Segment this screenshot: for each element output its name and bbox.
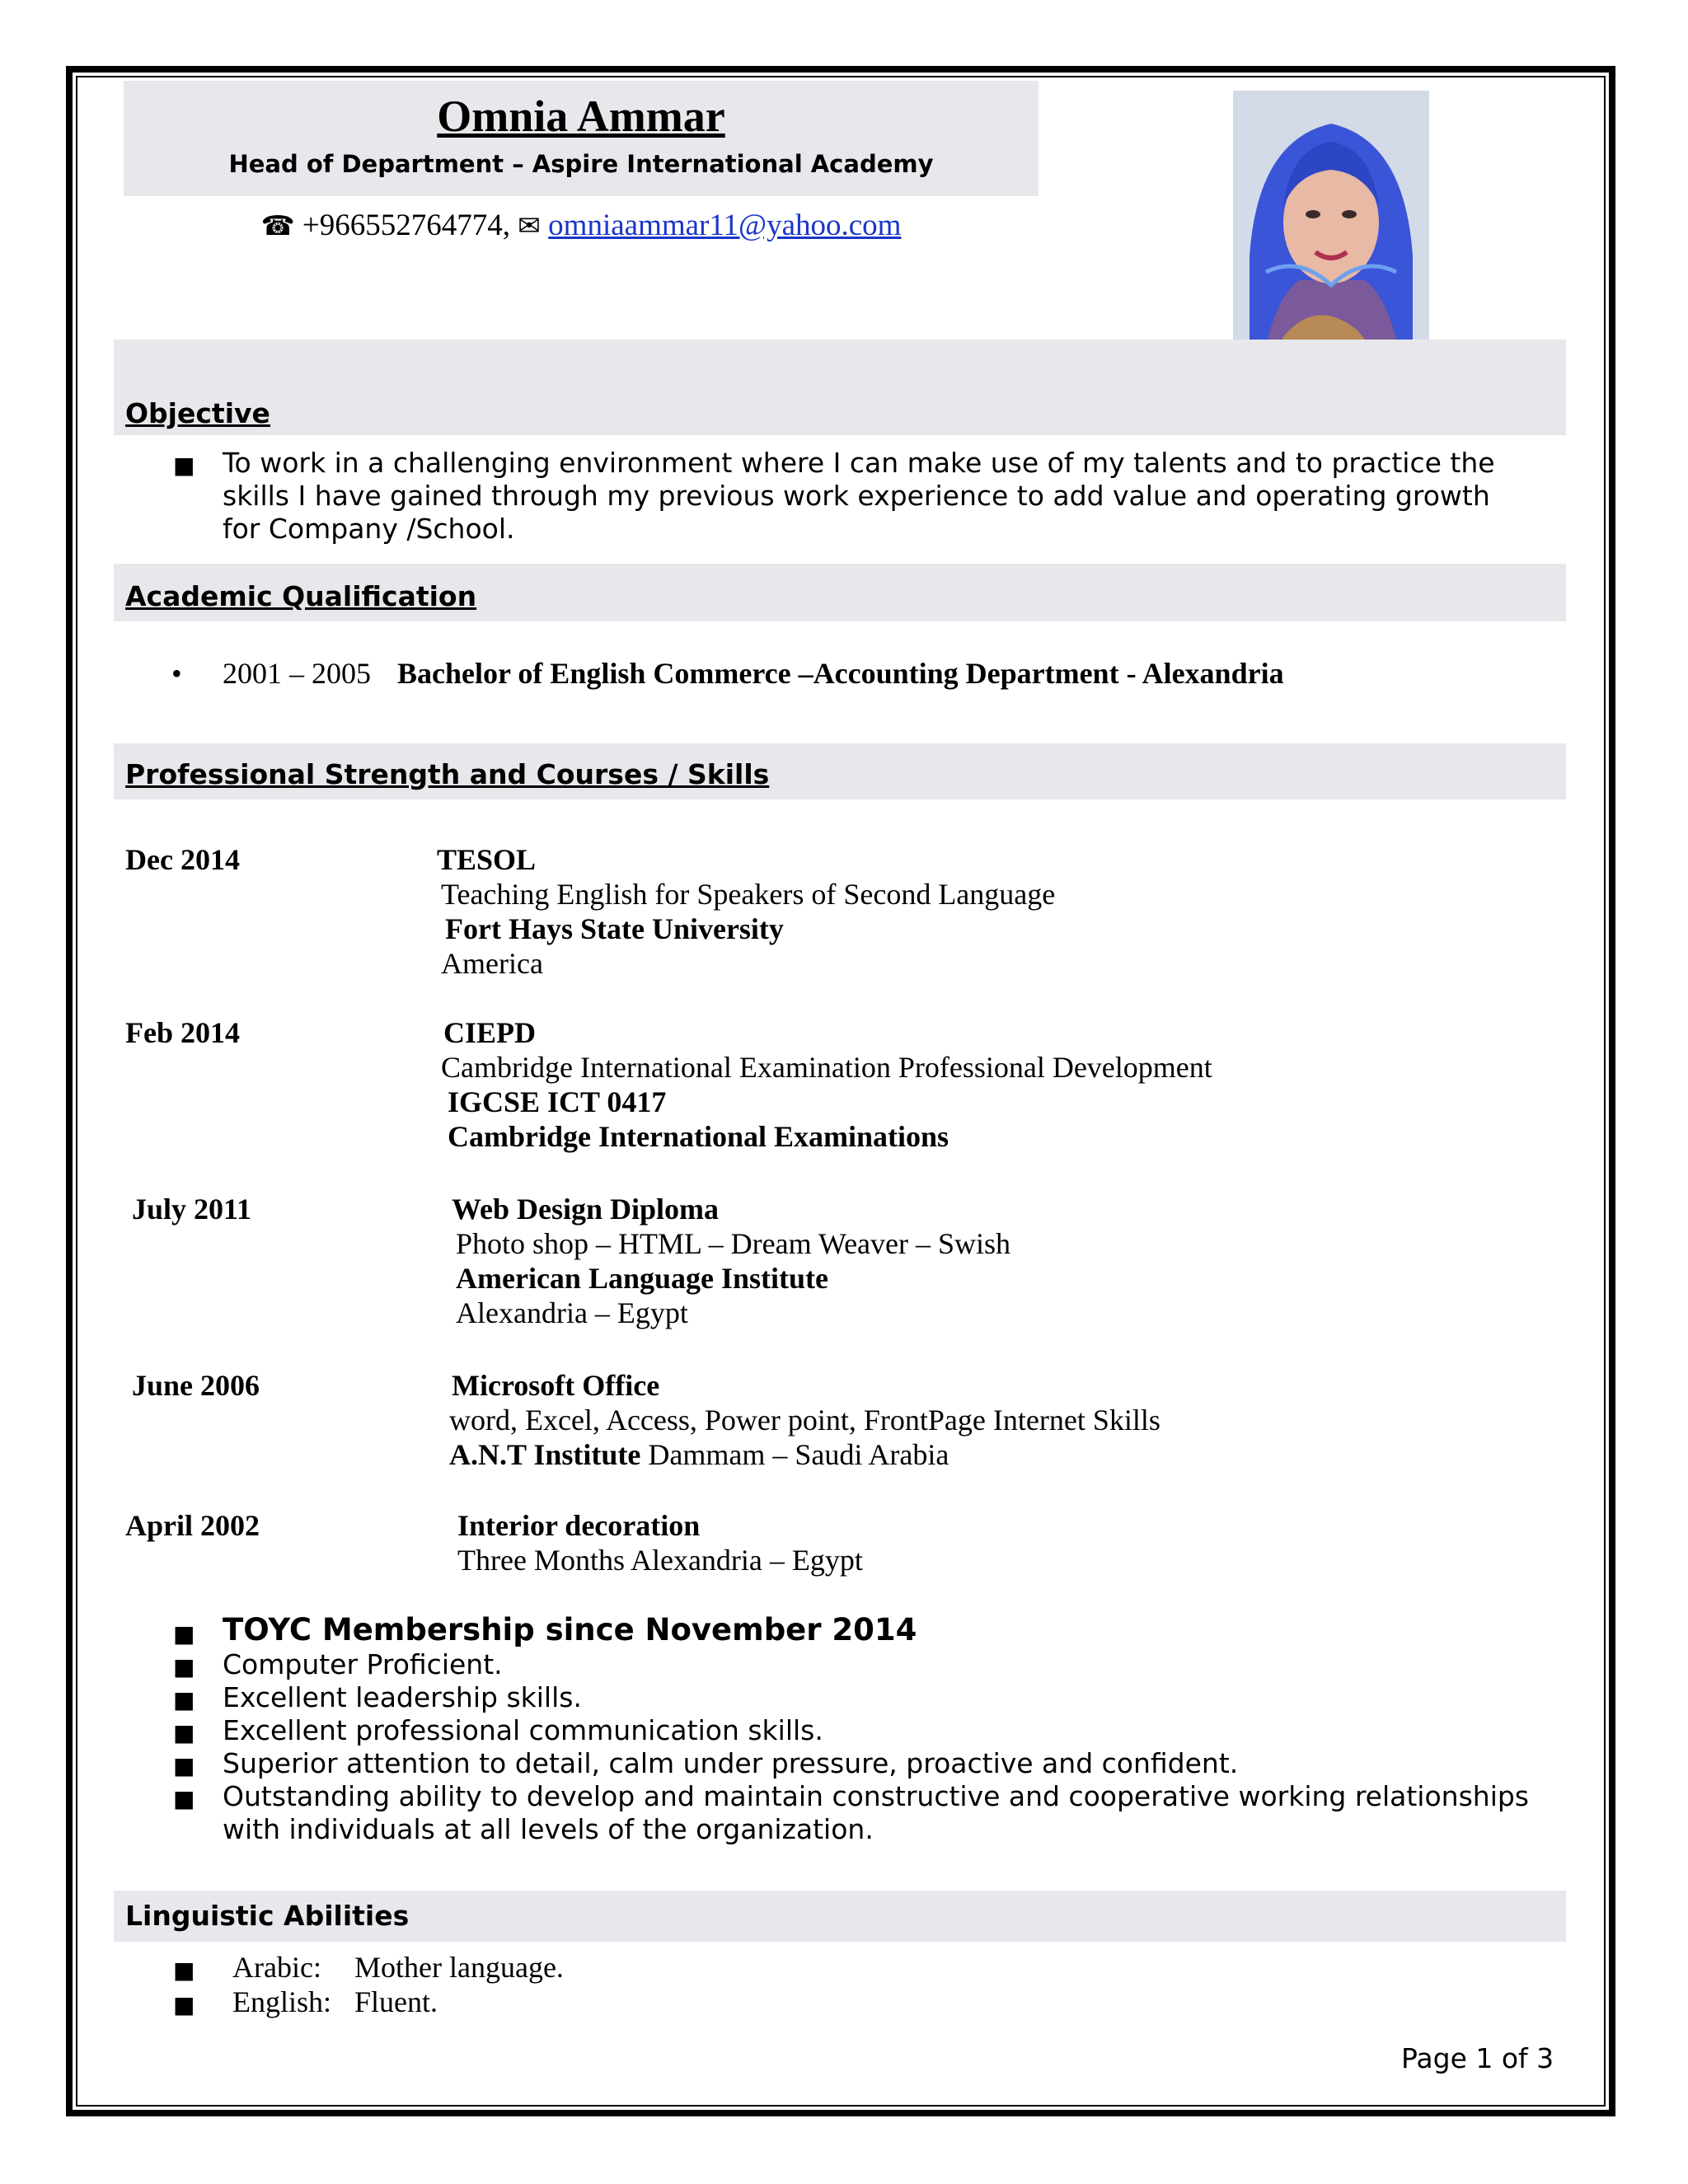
course-location: America bbox=[441, 947, 543, 980]
course-title: TESOL bbox=[437, 843, 537, 876]
course-description: Cambridge International Examination Professional Development bbox=[441, 1051, 1212, 1084]
page-number: Page 1 of 3 bbox=[1401, 2042, 1554, 2074]
professional-heading: Professional Strength and Courses / Skills bbox=[125, 758, 770, 790]
course-location: Dammam – Saudi Arabia bbox=[648, 1438, 950, 1471]
objective-line: skills I have gained through my previous work experience to add value and operating growth bbox=[223, 480, 1490, 512]
course-date: Dec 2014 bbox=[125, 843, 240, 876]
linguistic-heading: Linguistic Abilities bbox=[125, 1900, 410, 1932]
course-institution: Cambridge International Examinations bbox=[448, 1120, 950, 1153]
language-bullet-icon: ■ bbox=[173, 1957, 195, 1984]
candidate-name: Omnia Ammar bbox=[437, 91, 725, 141]
contact-line bbox=[124, 208, 1039, 243]
skill-bullet-icon: ■ bbox=[173, 1686, 195, 1713]
candidate-title: Head of Department – Aspire International Academy bbox=[228, 150, 934, 178]
language-name: Arabic: bbox=[232, 1951, 321, 1984]
phone-number: +966552764774, bbox=[302, 209, 511, 242]
language-bullet-icon: ■ bbox=[173, 1991, 195, 2018]
course-date: April 2002 bbox=[125, 1509, 260, 1542]
course-description: Three Months Alexandria – Egypt bbox=[457, 1544, 863, 1577]
course-title: CIEPD bbox=[443, 1016, 537, 1049]
email-icon: ✉ bbox=[518, 209, 541, 241]
skill-item: Superior attention to detail, calm under pressure, proactive and confident. bbox=[223, 1747, 1239, 1779]
course-date: June 2006 bbox=[132, 1369, 260, 1402]
skill-bullet-icon: ■ bbox=[173, 1719, 195, 1746]
language-name: English: bbox=[232, 1985, 332, 2018]
academic-years: 2001 – 2005 bbox=[223, 657, 371, 690]
course-title: Interior decoration bbox=[457, 1509, 701, 1542]
course-institution: A.N.T Institute bbox=[449, 1438, 641, 1471]
skill-bullet-icon: ■ bbox=[173, 1785, 195, 1812]
academic-bullet-icon: • bbox=[171, 657, 182, 690]
course-title: Web Design Diploma bbox=[452, 1193, 720, 1226]
course-description: Teaching English for Speakers of Second Language bbox=[441, 878, 1056, 911]
academic-heading: Academic Qualification bbox=[125, 580, 477, 612]
skill-item: Excellent professional communication skills. bbox=[223, 1714, 823, 1746]
objective-bullet-icon: ■ bbox=[173, 452, 195, 479]
objective-heading: Objective bbox=[125, 397, 270, 429]
objective-line: To work in a challenging environment where I can make use of my talents and to practice the bbox=[223, 447, 1495, 479]
skill-bullet-icon: ■ bbox=[173, 1752, 195, 1779]
skill-item: Outstanding ability to develop and maintain constructive and cooperative working relationships bbox=[223, 1780, 1529, 1812]
language-level: Mother language. bbox=[354, 1951, 564, 1984]
skill-bullet-icon: ■ bbox=[173, 1620, 195, 1647]
course-date: Feb 2014 bbox=[125, 1016, 240, 1049]
email-link[interactable]: omniaammar11@yahoo.com bbox=[548, 209, 902, 242]
course-institution: American Language Institute bbox=[456, 1262, 828, 1295]
course-description: word, Excel, Access, Power point, FrontPage Internet Skills bbox=[449, 1404, 1160, 1436]
skill-item: Computer Proficient. bbox=[223, 1648, 503, 1680]
course-date: July 2011 bbox=[132, 1193, 252, 1226]
course-location: Alexandria – Egypt bbox=[456, 1296, 688, 1329]
course-title: Microsoft Office bbox=[452, 1369, 660, 1402]
objective-band bbox=[114, 340, 1566, 435]
skill-item: Excellent leadership skills. bbox=[223, 1681, 582, 1713]
skill-item: TOYC Membership since November 2014 bbox=[223, 1612, 917, 1647]
language-level: Fluent. bbox=[354, 1985, 438, 2018]
course-institution-line bbox=[449, 1437, 949, 1472]
skill-item-continuation: with individuals at all levels of the organization. bbox=[223, 1813, 874, 1845]
course-description: Photo shop – HTML – Dream Weaver – Swish bbox=[456, 1227, 1011, 1260]
header-name-box bbox=[124, 81, 1039, 196]
academic-degree: Bachelor of English Commerce –Accounting Department - Alexandria bbox=[397, 657, 1284, 690]
skill-bullet-icon: ■ bbox=[173, 1653, 195, 1680]
phone-icon: ☎ bbox=[260, 209, 295, 241]
course-subtitle: IGCSE ICT 0417 bbox=[448, 1085, 667, 1118]
course-institution: Fort Hays State University bbox=[445, 912, 784, 945]
objective-line: for Company /School. bbox=[223, 513, 515, 545]
